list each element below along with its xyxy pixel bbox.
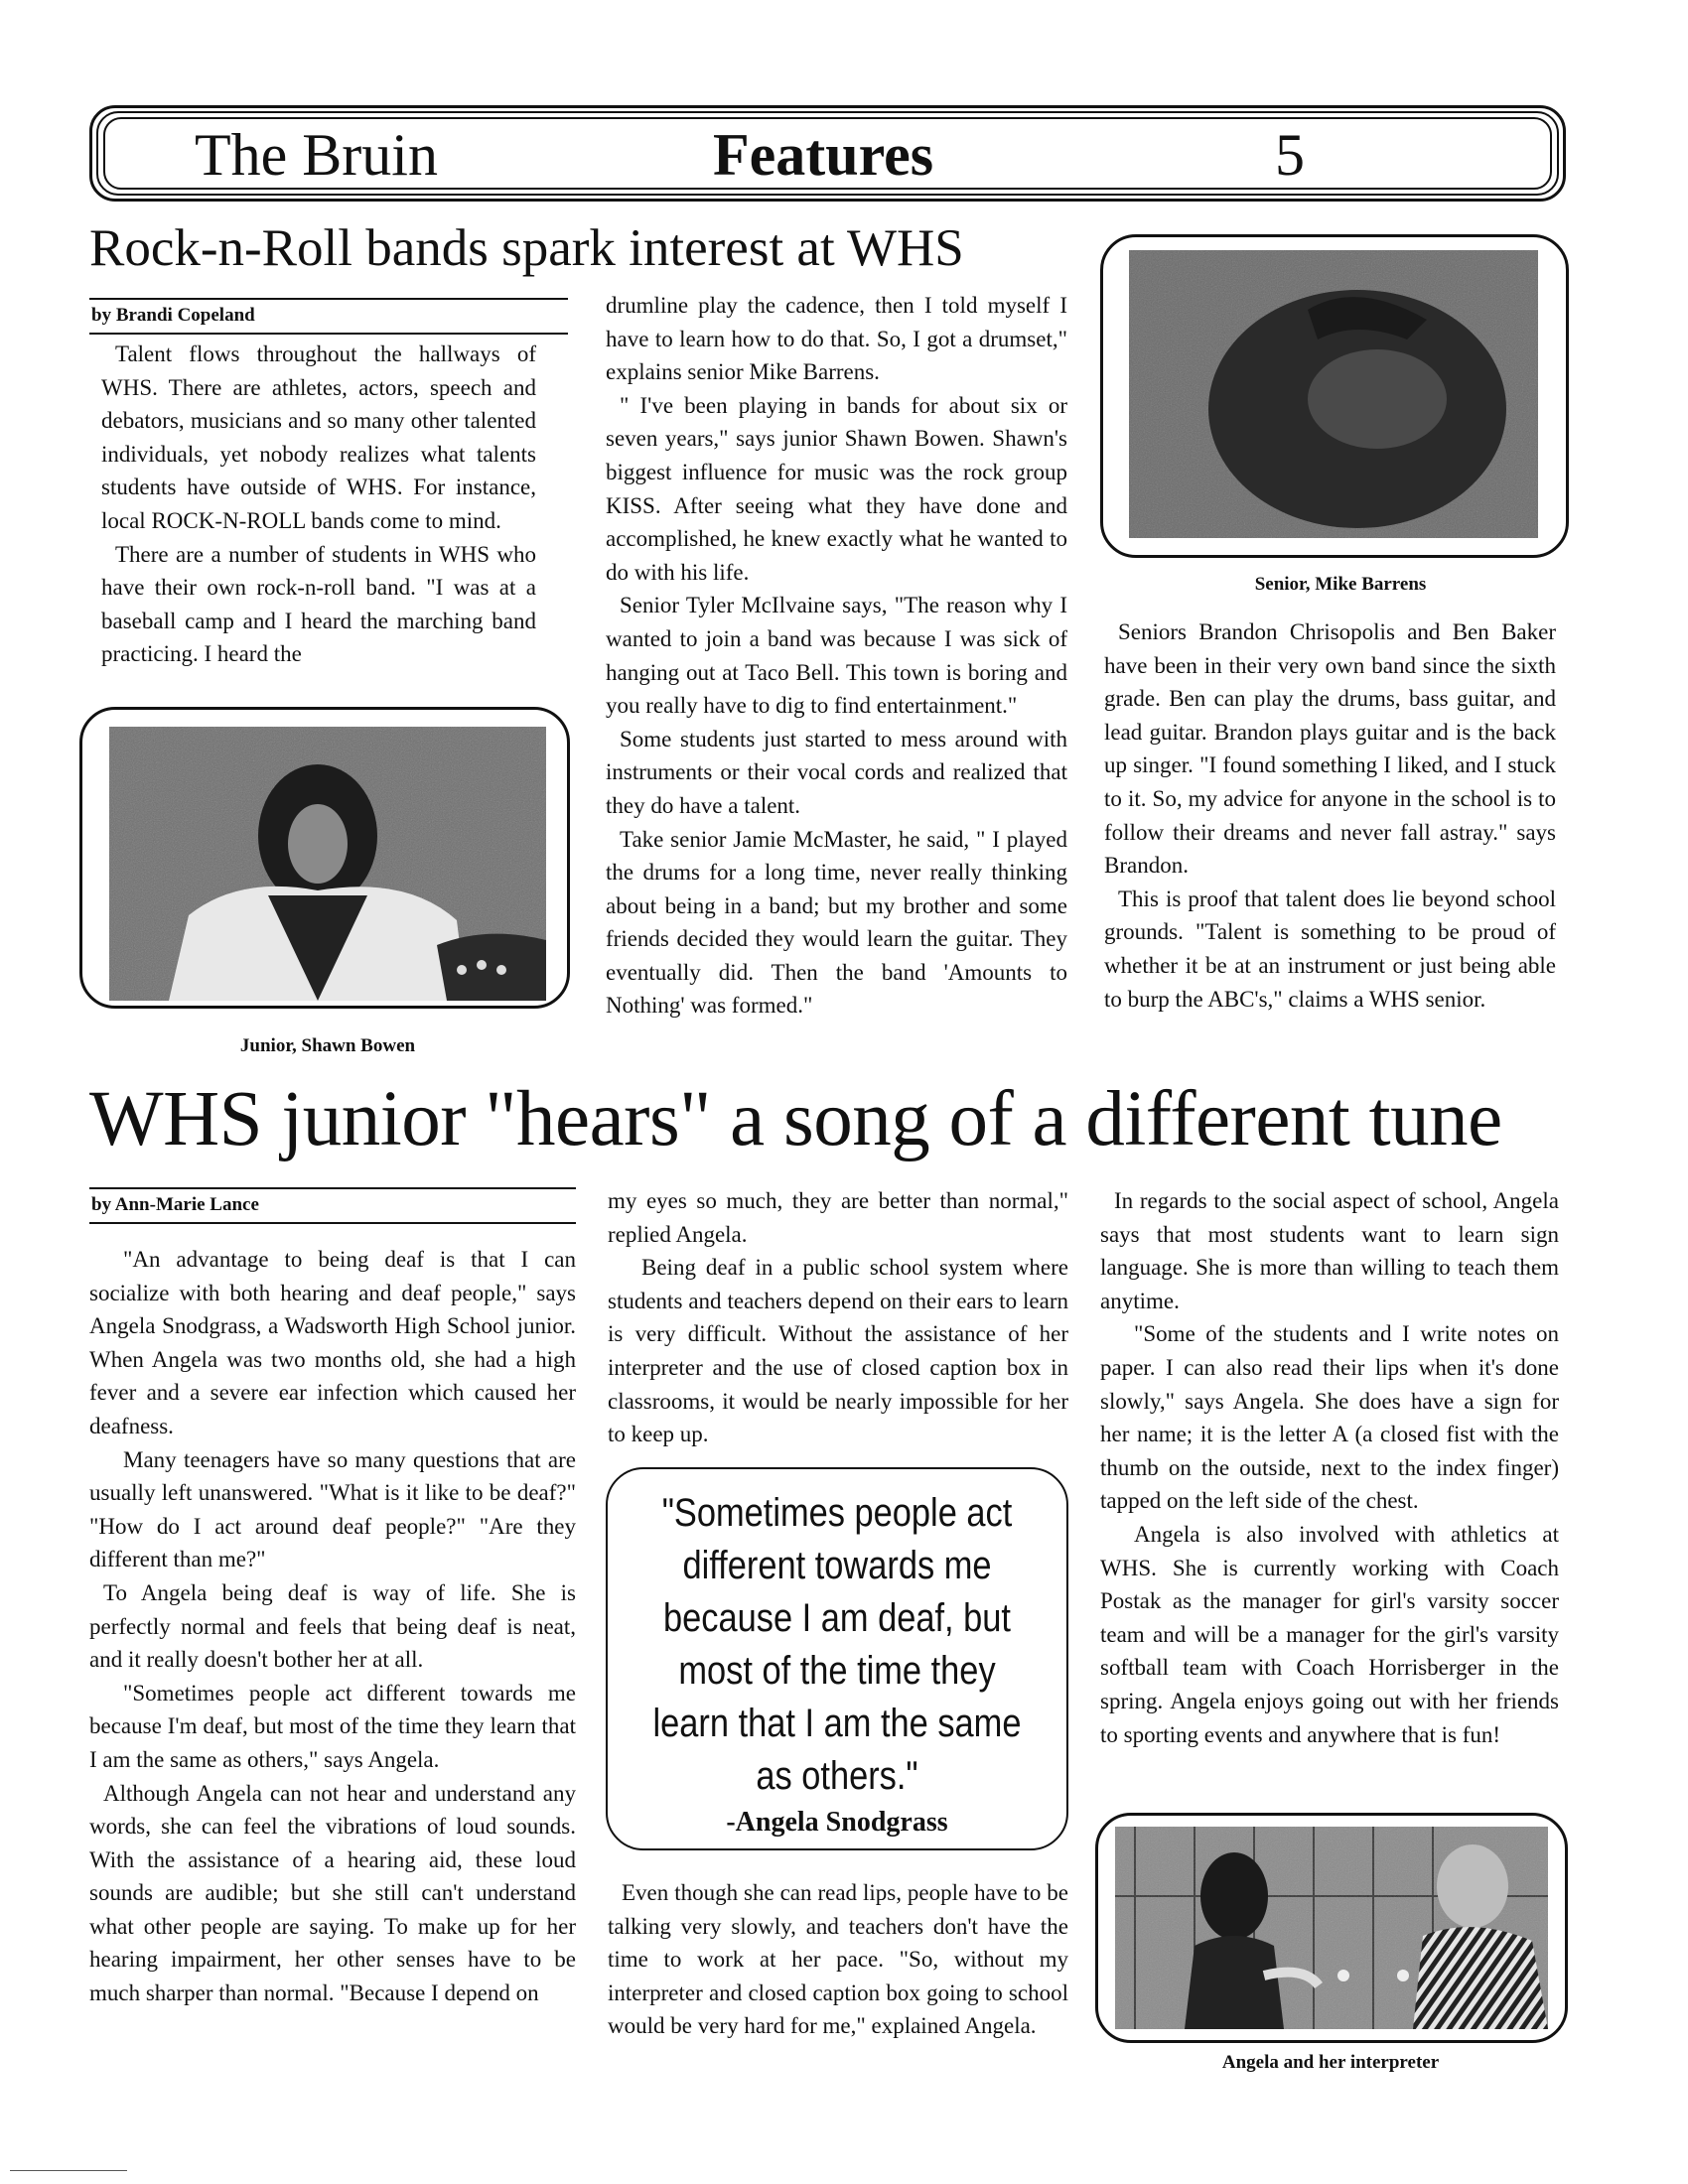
- article2-column-2-top: [608, 1184, 1068, 1451]
- pull-quote-author: -Angela Snodgrass: [726, 1807, 948, 1838]
- paragraph: drumline play the cadence, then I told myself I have to learn how to do that. So, I got a drumset," explains senior Mike Barrens.: [606, 293, 1067, 385]
- article2-byline: by Ann-Marie Lance: [91, 1194, 259, 1215]
- paragraph: Talent flows throughout the hallways of WHS. There are athletes, actors, speech and debators, musicians and so many other talented individuals, yet nobody realizes what talents students have outside of WHS. For instance, local ROCK-N-ROLL bands come to mind.: [101, 341, 536, 533]
- photo3-caption: Angela and her interpreter: [1221, 2052, 1440, 2073]
- paragraph: " I've been playing in bands for about six or seven years," says junior Shawn Bowen. Shawn's biggest influence for music was the rock group KISS. After seeing what they have done and accomplished, he knew exactly what he wanted to do with his life.: [606, 392, 1067, 585]
- photo-mike-barrens: [1129, 250, 1538, 538]
- page-number: 5: [1275, 122, 1305, 188]
- byline-rule-bottom: [89, 333, 568, 335]
- paragraph: Angela is also involved with athletics at WHS. She is currently working with Coach Postak as the manager for girl's varsity soccer team and will be a manager for the girl's varsity softball team with Coach Horrisberger in the spring. Angela enjoys going out with her friends to sporting events and anywhere that is fun!: [1100, 1521, 1559, 1747]
- paragraph: In regards to the social aspect of school, Angela says that most students want to learn sign language. She is more than willing to teach them anytime.: [1100, 1188, 1559, 1313]
- byline-rule-top: [89, 298, 568, 300]
- scan-mark: [10, 2170, 127, 2171]
- article1-headline: Rock-n-Roll bands spark interest at WHS: [89, 219, 964, 277]
- paragraph: Many teenagers have so many questions that are usually left unanswered. "What is it like to be deaf?" "How do I act around deaf people?" "Are they different than me?": [89, 1446, 576, 1572]
- paragraph: Take senior Jamie McMaster, he said, " I played the drums for a long time, never really thinking about being in a band; but my brother and some friends decided they would learn the guitar. They eventually did. Then the band 'Amounts to Nothing' was formed.": [606, 826, 1067, 1019]
- photo2-caption: Senior, Mike Barrens: [1254, 574, 1427, 595]
- photo-angela-and-interpreter: [1115, 1827, 1548, 2029]
- article2-headline: WHS junior "hears" a song of a different tune: [89, 1076, 1502, 1162]
- photo1-caption: Junior, Shawn Bowen: [239, 1035, 416, 1056]
- byline-rule-bottom: [89, 1222, 576, 1224]
- paragraph: To Angela being deaf is way of life. She is perfectly normal and feels that being deaf is neat, and it really doesn't bother her at all.: [89, 1579, 576, 1673]
- paragraph: my eyes so much, they are better than normal," replied Angela.: [608, 1188, 1068, 1247]
- article2-column-3: [1100, 1184, 1559, 1751]
- paragraph: Being deaf in a public school system where students and teachers depend on their ears to learn is very difficult. Without the assistance of her interpreter and the use of closed caption box in classrooms, it would be nearly impossible for her to keep up.: [608, 1255, 1068, 1447]
- article1-byline: by Brandi Copeland: [91, 305, 255, 326]
- paragraph: Seniors Brandon Chrisopolis and Ben Baker have been in their very own band since the sixth grade. Ben can play the drums, bass guitar, and lead guitar. Brandon plays guitar and is the back up singer. "I found something I liked, and I stuck to it. So, my advice for anyone in the school is to follow their dreams and never fall astray." says Brandon.: [1104, 619, 1556, 879]
- byline-rule-top: [89, 1187, 576, 1189]
- paragraph: This is proof that talent does lie beyond school grounds. "Talent is something to be proud of whether it be at an instrument or just being able to burp the ABC's," claims a WHS senior.: [1104, 886, 1556, 1012]
- pull-quote-text: "Sometimes people act different towards me because I am deaf, but most of the time they learn that I am the same as others.": [652, 1491, 1022, 1798]
- paragraph: Senior Tyler McIlvaine says, "The reason why I wanted to join a band was because I was sick of hanging out at Taco Bell. This town is boring and you really have to dig to find entertainment.": [606, 593, 1067, 719]
- article2-column-1: [89, 1243, 576, 2010]
- paragraph: Even though she can read lips, people have to be talking very slowly, and teachers don't have the time to work at her pace. "So, without my interpreter and closed caption box going to school would be very hard for me," explained Angela.: [608, 1880, 1068, 2039]
- paper-name: The Bruin: [195, 122, 438, 188]
- paragraph: Some students just started to mess around with instruments or their vocal cords and realized that they do have a talent.: [606, 726, 1067, 818]
- paragraph: There are a number of students in WHS who have their own rock-n-roll band. "I was at a baseball camp and I heard the marching band practicing. I heard the: [101, 541, 536, 667]
- section-title: Features: [713, 122, 934, 188]
- paragraph: "Some of the students and I write notes on paper. I can also read their lips when it's done slowly," says Angela. She does have a sign for her name; it is the letter A (a closed fist with the thumb on the outside, next to the index finger) tapped on the left side of the chest.: [1100, 1321, 1559, 1514]
- article2-column-2-bottom: [608, 1876, 1068, 2043]
- paragraph: "Sometimes people act different towards me because I'm deaf, but most of the time they learn that I am the same as others," says Angela.: [89, 1680, 576, 1772]
- article1-column-2: [606, 289, 1067, 1023]
- article1-column-3: [1104, 615, 1556, 1016]
- paragraph: Although Angela can not hear and understand any words, she can feel the vibrations of loud sounds. With the assistance of a hearing aid, these loud sounds are audible; but she still can't understand what other people are saying. To make up for her hearing impairment, her other senses have to be much sharper than normal. "Because I depend on: [89, 1780, 576, 2006]
- article1-column-1: [101, 338, 536, 671]
- photo-shawn-bowen: [109, 727, 546, 1001]
- paragraph: "An advantage to being deaf is that I can socialize with both hearing and deaf people," says Angela Snodgrass, a Wadsworth High School junior. When Angela was two months old, she had a high fever and a severe ear infection which caused her deafness.: [89, 1247, 576, 1438]
